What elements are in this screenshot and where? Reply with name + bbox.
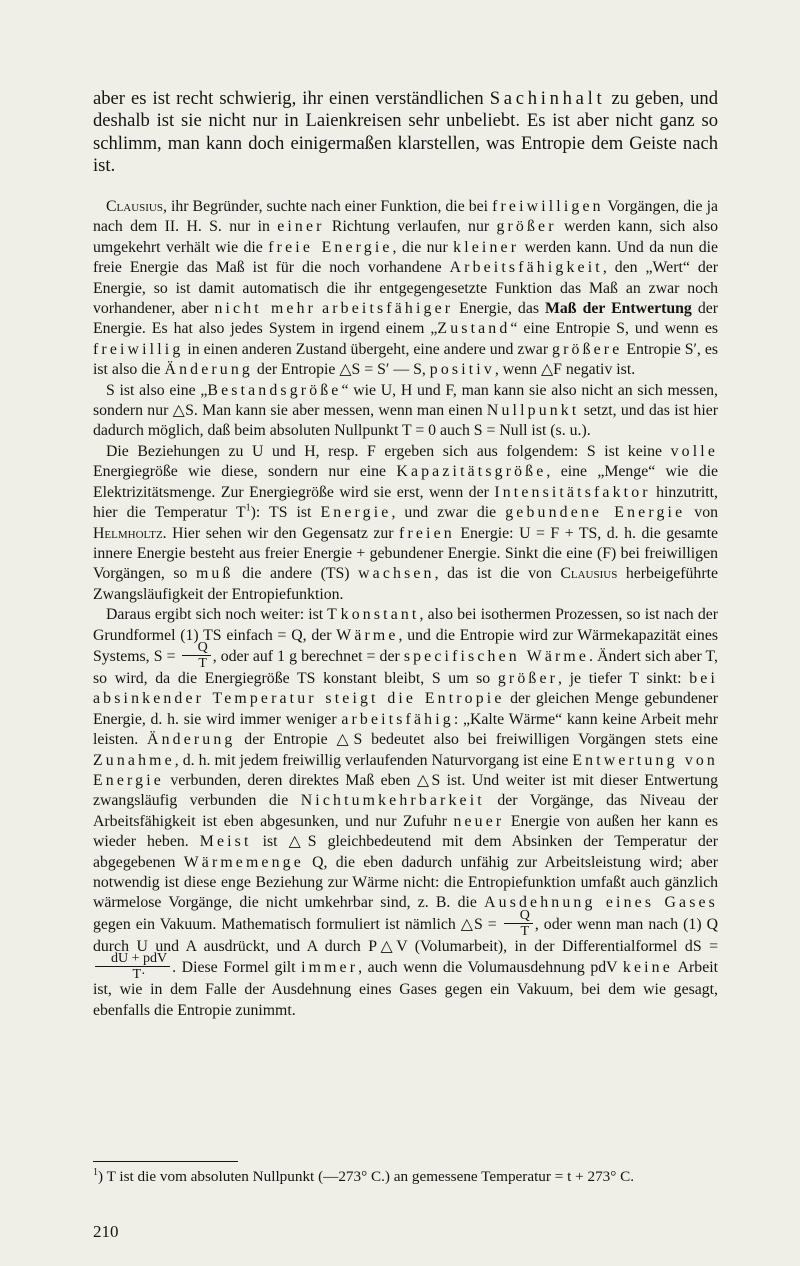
- fraction-q-over-t: $\frac{Q}{T}$: [182, 640, 211, 671]
- text: aber es ist recht schwierig, ihr einen verständlichen: [93, 88, 490, 109]
- fraction-differential-formula: $\frac{\text{dU + pdV}}{T\cdot}$: [95, 951, 170, 982]
- bold-phrase: Maß der Entwertung: [544, 300, 692, 318]
- footnote-mark: 1: [93, 1167, 98, 1178]
- page-number: 210: [93, 1222, 119, 1241]
- footnote-reference: 1: [245, 502, 251, 514]
- footnote-divider: [93, 1161, 238, 1162]
- lead-paragraph: [93, 88, 718, 178]
- paragraph-clausius: Clausius, ihr Begründer, suchte nach einer Funktion, die bei freiwilligen Vorgängen, die ja nach dem II. H. S. nur in einer Richtung verlaufen, nur größer werden kann, sich also umgekehrt verhält wie die freie Energie, die nur kleiner werden kann. Und da nun die freie Energie das Maß ist für die noch vorhandene Arbeitsfähigkeit, den „Wert“ der Energie, so ist damit automatisch die ihr entgegengesetzte Funktion das Maß an zwar noch vorhandener, aber nicht mehr arbeitsfähiger Energie, das Maß der Entwertung der Energie. Es hat also jedes System in irgend einem „Zustand“ eine Entropie S, und wenn es freiwillig in einen anderen Zustand übergeht, eine andere und zwar größere Entropie S′, es ist also die Änderung der Entropie △S = S′ — S, positiv, wenn △F negativ ist.: [93, 198, 719, 379]
- footnote-text: ) T ist die vom absoluten Nullpunkt (—273° C.) an gemessene Temperatur = t + 273° C.: [98, 1168, 635, 1185]
- emphasis: Sachinhalt: [489, 88, 606, 109]
- paragraph-beziehungen: Die Beziehungen zu U und H, resp. F ergeben sich aus folgendem: S ist keine volle Energiegröße wie diese, sondern nur eine Kapazitätsgröße, eine „Menge“ wie die Elektrizitätsmenge. Zur Energiegröße wird sie erst, wenn der Intensitätsfaktor hinzutritt, hier die Temperatur $T^1$): TS ist Energie, und zwar die gebundene Energie von Helmholtz. Hier sehen wir den Gegensatz zur freien Energie: U = F + TS, d. h. die gesamte innere Energie besteht aus freier Energie + gebundener Energie. Sinkt die eine (F) bei freiwilligen Vorgängen, so muß die andere (TS) wachsen, das ist die von Clausius herbeigeführte Zwangsläufigkeit der Entropiefunktion.: [93, 442, 719, 603]
- author-name: Helmholtz: [93, 524, 163, 542]
- author-name: Clausius: [106, 198, 163, 215]
- paragraph-bestandsgroesse: S ist also eine „Bestandsgröße“ wie U, H und F, man kann sie also nicht an sich messen, sondern nur △S. Man kann sie aber messen, wenn man einen Nullpunkt setzt, und das ist hier dadurch möglich, daß beim absoluten Nullpunkt T = 0 auch S = Null ist (s. u.).: [93, 381, 718, 440]
- main-text: [93, 197, 718, 1021]
- footnote: [93, 1167, 718, 1186]
- text: zu geben, und deshalb ist sie nicht nur in Laienkreisen sehr unbeliebt. Es ist aber nicht ganz so schlimm, man kann doch einigermaßen klarstellen, was Entropie dem Geiste nach ist.: [93, 88, 718, 177]
- fraction-q-over-t: $\frac{Q}{T}$: [504, 908, 533, 939]
- author-name: Clausius: [560, 565, 618, 583]
- paragraph-isotherm: Daraus ergibt sich noch weiter: ist T konstant, also bei isothermen Prozessen, so ist nach der Grundformel (1) TS einfach = Q, der Wärme, und die Entropie wird zur Wärmekapazität eines Systems, S = $\frac{Q}{T}$ , oder auf 1 g berechnet = der specifischen Wärme. Ändert sich aber T, so wird, da die Energiegröße TS konstant bleibt, S um so größer, je tiefer T sinkt: bei absinkender Temperatur steigt die Entropie der gleichen Menge gebundener Energie, d. h. sie wird immer weniger arbeitsfähig: „Kalte Wärme“ kann keine Arbeit mehr leisten. Änderung der Entropie △S bedeutet also bei freiwilligen Vorgängen stets eine Zunahme, d. h. mit jedem freiwillig verlaufenden Naturvorgang ist eine Entwertung von Energie verbunden, deren direktes Maß eben △S ist. Und weiter ist mit dieser Entwertung zwangsläufig verbunden die Nichtumkehrbarkeit der Vorgänge, das Niveau der Arbeitsfähigkeit ist eben abgesunken, und nur Zufuhr neuer Energie von außen her kann es wieder heben. Meist ist △S gleichbedeutend mit dem Absinken der Temperatur der abgegebenen Wärmemenge Q, die eben dadurch unfähig zur Arbeitsleistung wird; aber notwendig ist diese enge Beziehung zur Wärme nicht: die Entropiefunktion umfaßt auch gänzlich wärmelose Vorgänge, die nicht umkehrbar sind, z. B. die Ausdehnung eines Gases gegen ein Vakuum. Mathematisch formuliert ist nämlich △S = $\frac{Q}{T}$ , oder wenn man nach (1) Q durch U und A ausdrückt, und A durch P△V (Volumarbeit), in der Differentialformel dS = $\frac{\text{dU + pdV}}{T\cdot}$ . Diese Formel gilt immer, auch wenn die Volumausdehnung pdV keine Arbeit ist, wie in dem Falle der Ausdehnung eines Gases gegen ein Vakuum, bei dem wie gesagt, ebenfalls die Entropie zunimmt.: [93, 606, 719, 1019]
